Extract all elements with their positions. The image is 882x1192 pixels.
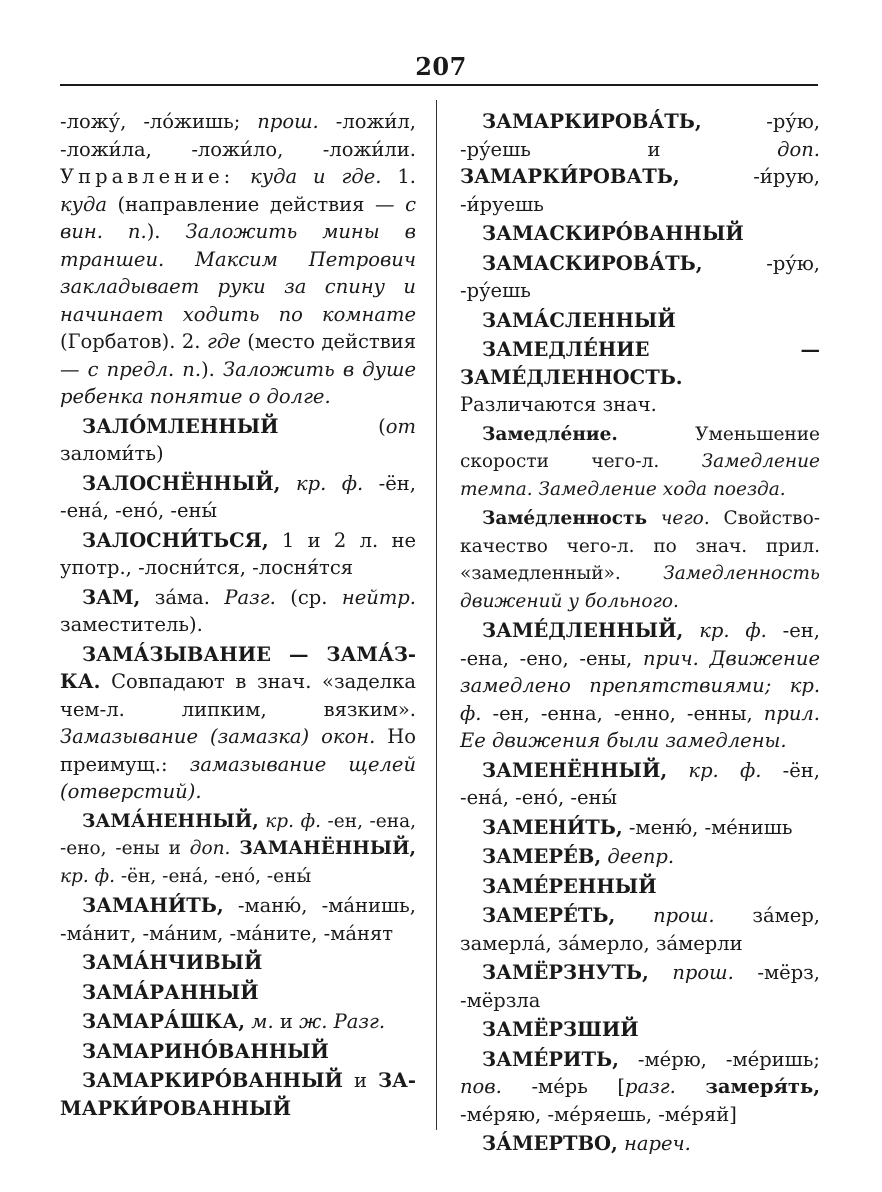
dictionary-entry: ЗАМА́СЛЕННЫЙ: [482, 308, 676, 332]
dictionary-entry: ЗАМЕ́ДЛЕННЫЙ, кр. ф. -ен, -ена, -ено, -ены, прич. Движение замедлено препятствиями; кр. ф. -ен, -енна, -енно, -енны, прил. Ее движения были замедлены.: [460, 619, 821, 752]
dictionary-entry: ЗАМАРИНО́ВАННЫЙ: [82, 1039, 329, 1063]
dictionary-entry: ЗАМАРА́ШКА, м. и ж. Разг.: [82, 1010, 386, 1033]
dictionary-entry: ЗАМЕ́РИТЬ, -ме́рю, -ме́ришь; пов. -ме́рь [разг. замеря́ть, -ме́ряю, -ме́ряешь, -ме́ряй]: [460, 1047, 821, 1126]
dictionary-entry: ЗАМАНИ́ТЬ, -маню́, -ма́нишь, -ма́нит, -ма́ним, -ма́ните, -ма́нят: [60, 894, 416, 945]
dictionary-entry: ЗАЛОСНЁННЫЙ, кр. ф. -ён, -ена́, -ено́, -ены́: [60, 471, 416, 522]
dictionary-entry: ЗАМА́НЧИВЫЙ: [82, 951, 263, 974]
dictionary-entry: ЗА́МЕРТВО, нареч.: [482, 1132, 691, 1155]
left-column: [60, 108, 416, 1124]
dictionary-entry: ЗАМЕРЕ́В, деепр.: [482, 845, 675, 868]
page-number: 207: [415, 52, 467, 81]
dictionary-entry: ЗАЛО́МЛЕННЫЙ (от заломи́ть): [60, 414, 416, 465]
dictionary-entry: ЗАМАРКИРОВА́ТЬ, -ру́ю, -ру́ешь и доп. ЗАМАРКИ́РОВАТЬ, -и́рую, -и́руешь: [460, 110, 820, 216]
dictionary-entry: ЗАМА́НЕННЫЙ, кр. ф. -ен, -ена, -ено, -ены и доп. ЗАМАНЁННЫЙ, кр. ф. -ён, -ена́, -ено́, -ены́: [60, 810, 416, 887]
column-divider: [436, 100, 437, 1130]
dictionary-entry: ЗАМЁРЗШИЙ: [482, 1018, 639, 1041]
right-column: [460, 108, 820, 1160]
dictionary-entry: -ложу́, -ло́жишь; прош. -ложи́л, -ложи́ла, -ложи́ло, -ложи́ли. Управление: куда и где. 1. куда (направление действия — с вин. п.). Заложить мины в траншеи. Максим Петрович закладывает руки за спину и начинает ходить по комнате (Горбатов). 2. где (место действия — с предл. п.). Заложить в душе ребенка понятие о долге.: [60, 110, 416, 408]
dictionary-entry: Замедле́ние. Уменьшение скорости чего-л. Замедление темпа. Замедление хода поезда.: [460, 423, 820, 500]
dictionary-entry: ЗАМАРКИРО́ВАННЫЙ и ЗАМАРКИ́РОВАННЫЙ: [60, 1069, 416, 1120]
dictionary-entry: ЗАМ, за́ма. Разг. (ср. нейтр. заместитель).: [60, 585, 416, 636]
dictionary-entry: ЗАМЕ́РЕННЫЙ: [482, 874, 657, 898]
dictionary-entry: ЗАМЕРЕ́ТЬ, прош. за́мер, замерла́, за́мерло, за́мерли: [460, 904, 820, 955]
header-rule: [60, 84, 818, 86]
dictionary-entry: ЗАМЕНЁННЫЙ, кр. ф. -ён, -ена́, -ено́, -ены́: [460, 758, 820, 809]
dictionary-entry: ЗАМЁРЗНУТЬ, прош. -мёрз, -мёрзла: [460, 961, 821, 1012]
dictionary-entry: ЗАМА́ЗЫВАНИЕ — ЗАМА́ЗКА. Совпадают в знач. «заделка чем-л. липким, вязким». Замазывание (замазка) окон. Но преимущ.: замазывание щелей (отверстий).: [60, 642, 416, 803]
dictionary-entry: ЗАМЕДЛЕ́НИЕ — ЗАМЕ́ДЛЕННОСТЬ. Различаются знач.: [460, 338, 820, 416]
dictionary-entry: ЗАЛОСНИ́ТЬСЯ, 1 и 2 л. не употр., -лосни́тся, -лосня́тся: [60, 528, 416, 579]
dictionary-entry: ЗАМА́РАННЫЙ: [82, 980, 259, 1004]
dictionary-entry: ЗАМАСКИРОВА́ТЬ, -ру́ю, -ру́ешь: [460, 251, 820, 302]
dictionary-entry: ЗАМАСКИРО́ВАННЫЙ: [482, 222, 744, 245]
dictionary-entry: ЗАМЕНИ́ТЬ, -меню́, -ме́нишь: [482, 815, 793, 839]
dictionary-entry: Заме́дленность чего. Свойство-качество чего-л. по знач. прил. «замедленный». Замедленность движений у больного.: [460, 508, 820, 612]
